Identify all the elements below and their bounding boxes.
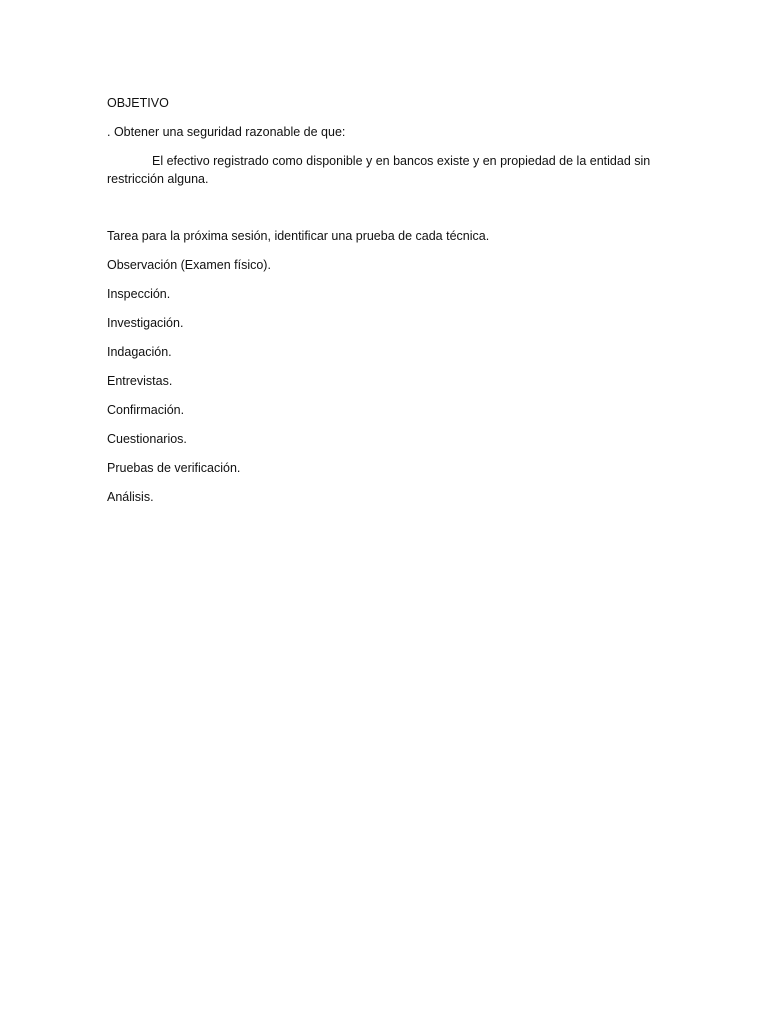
task-line: Tarea para la próxima sesión, identificar una prueba de cada técnica. [107,229,490,243]
technique-item: Cuestionarios. [107,432,187,446]
intro-line: . Obtener una seguridad razonable de que: [107,125,346,139]
technique-item: Entrevistas. [107,374,173,388]
techniques-list [107,256,667,506]
objective-paragraph: El efectivo registrado como disponible y en bancos existe y en propiedad de la entidad sin restricción alguna. [107,154,651,186]
technique-item: Observación (Examen físico). [107,258,271,272]
technique-item: Pruebas de verificación. [107,461,241,475]
technique-item: Confirmación. [107,403,185,417]
document-body [107,94,667,517]
technique-item: Análisis. [107,490,154,504]
technique-item: Inspección. [107,287,171,301]
technique-item: Indagación. [107,345,172,359]
technique-item: Investigación. [107,316,184,330]
document-title: OBJETIVO [107,96,169,110]
